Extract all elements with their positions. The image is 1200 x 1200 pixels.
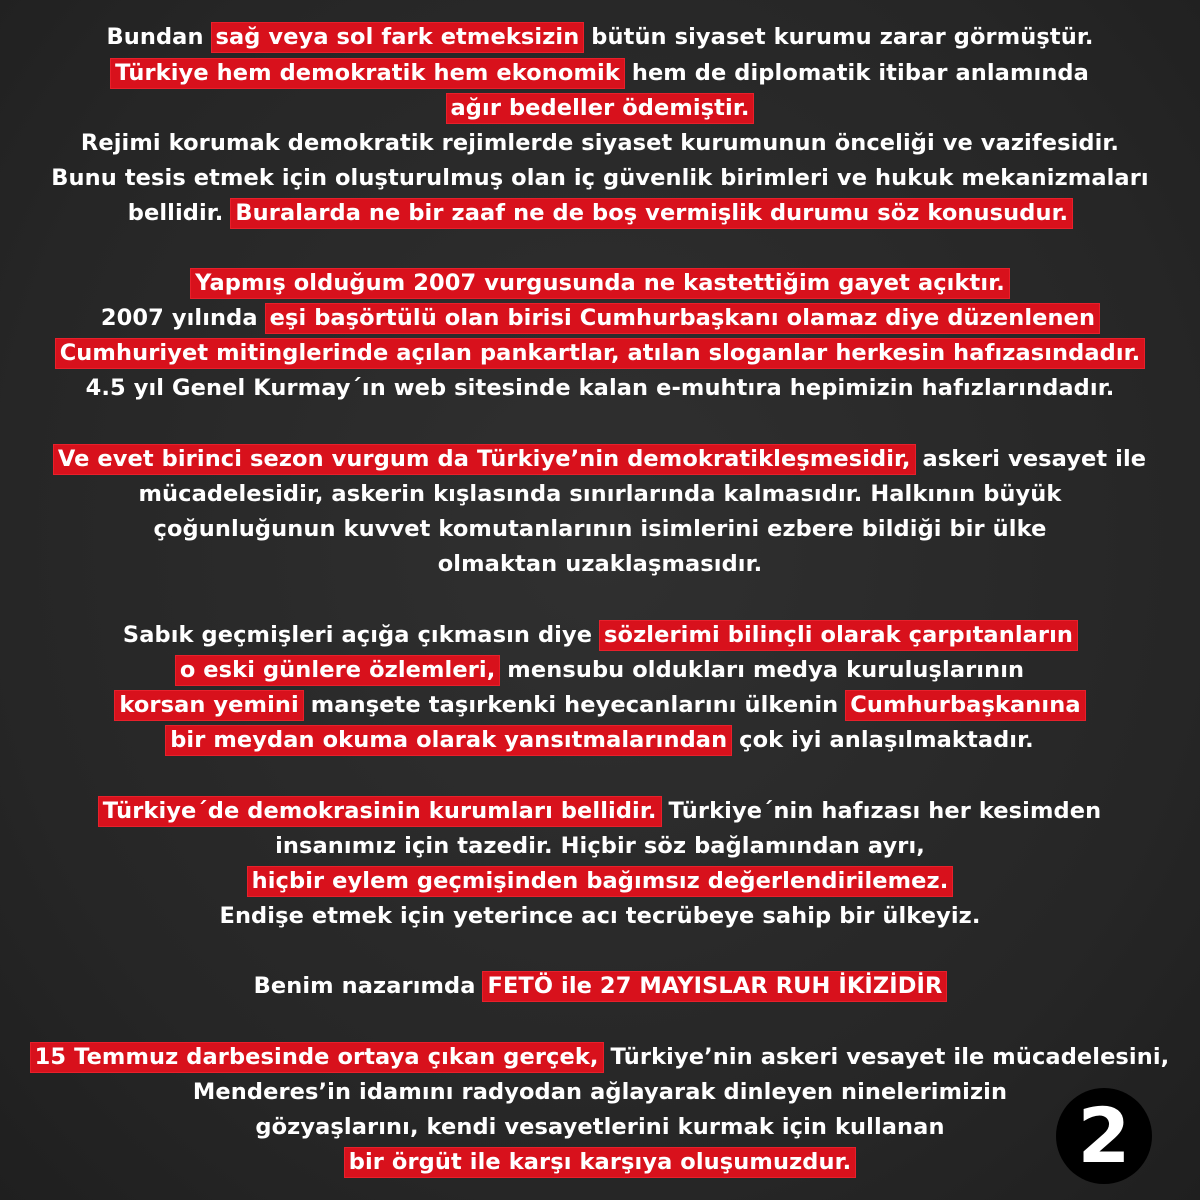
text-line [0,196,1200,230]
highlighted-phrase: Türkiye´de demokrasinin kurumları bellidir. [99,797,661,826]
text-line [0,618,1200,652]
text-line [0,794,1200,828]
text-line [0,336,1200,370]
highlighted-phrase: korsan yemini [115,691,302,720]
text-segment: mensubu oldukları medya kuruluşlarının [499,657,1025,683]
text-line [0,653,1200,687]
highlighted-phrase: Ve evet birinci sezon vurgum da Türkiye’nin demokratikleşmesidir, [54,445,915,474]
text-line [0,266,1200,300]
text-line [0,512,1200,546]
highlighted-phrase: ağır bedeller ödemiştir. [447,94,754,123]
text-segment: Bunu tesis etmek için oluşturulmuş olan iç güvenlik birimleri ve hukuk mekanizmaları [51,165,1149,191]
text-segment: Endişe etmek için yeterince acı tecrübeye sahip bir ülkeyiz. [219,903,981,929]
text-segment: Rejimi korumak demokratik rejimlerde siyaset kurumunun önceliği ve vazifesidir. [80,130,1120,156]
text-line [0,969,1200,1003]
text-line [0,1145,1200,1179]
text-segment: Benim nazarımda [253,973,484,999]
text-line [0,477,1200,511]
highlighted-phrase: eşi başörtülü olan birisi Cumhurbaşkanı olamaz diye düzenlenen [266,304,1100,333]
text-segment: Sabık geçmişleri açığa çıkmasın diye [122,622,601,648]
text-line [0,301,1200,335]
text-line [0,899,1200,933]
highlighted-phrase: Cumhuriyet mitinglerinde açılan pankartlar, atılan sloganlar herkesin hafızasındadır. [56,339,1145,368]
text-line [0,688,1200,722]
text-line [0,91,1200,125]
text-line [0,864,1200,898]
text-line [0,20,1200,54]
text-segment: manşete taşırkenki heyecanlarını ülkenin [302,692,847,718]
text-line [0,126,1200,160]
highlighted-phrase: hiçbir eylem geçmişinden bağımsız değerlendirilemez. [248,867,953,896]
highlighted-phrase: bir örgüt ile karşı karşıya oluşumuzdur. [345,1148,855,1177]
text-line [0,1075,1200,1109]
text-segment: mücadelesidir, askerin kışlasında sınırlarında kalmasıdır. Halkının büyük [138,481,1062,507]
text-segment: çok iyi anlaşılmaktadır. [731,727,1034,753]
text-segment: 4.5 yıl Genel Kurmay´ın web sitesinde kalan e-muhtıra hepimizin hafızlarındadır. [85,375,1115,401]
text-line [0,56,1200,90]
text-line [0,371,1200,405]
highlighted-phrase: bir meydan okuma olarak yansıtmalarından [166,726,731,755]
page-number: 2 [1077,1091,1131,1180]
text-line [0,723,1200,757]
highlighted-phrase: Cumhurbaşkanına [846,691,1084,720]
highlighted-phrase: Yapmış olduğum 2007 vurgusunda ne kastettiğim gayet açıktır. [191,269,1009,298]
text-segment: Türkiye’nin askeri vesayet ile mücadelesini, [602,1044,1170,1070]
text-line [0,442,1200,476]
text-segment: bellidir. [127,200,232,226]
text-line [0,1110,1200,1144]
page-number-badge [1056,1088,1152,1184]
text-segment: çoğunluğunun kuvvet komutanlarının isimlerini ezbere bildiği bir ülke [153,516,1047,542]
text-segment: olmaktan uzaklaşmasıdır. [437,551,763,577]
text-segment: Bundan [106,24,212,50]
text-line [0,161,1200,195]
text-line [0,829,1200,863]
text-segment: bütün siyaset kurumu zarar görmüştür. [583,24,1094,50]
text-segment: askeri vesayet ile [914,446,1147,472]
highlighted-phrase: Türkiye hem demokratik hem ekonomik [111,59,624,88]
highlighted-phrase: sözlerimi bilinçli olarak çarpıtanların [600,621,1077,650]
text-line [0,1040,1200,1074]
text-segment: Türkiye´nin hafızası her kesimden [660,798,1102,824]
text-segment: hem de diplomatik itibar anlamında [623,60,1089,86]
highlighted-phrase: FETÖ ile 27 MAYISLAR RUH İKİZİDİR [483,972,946,1001]
highlighted-phrase: sağ veya sol fark etmeksizin [212,23,584,52]
text-segment: Menderes’in idamını radyodan ağlayarak dinleyen ninelerimizin [192,1079,1008,1105]
text-segment: insanımız için tazedir. Hiçbir söz bağlamından ayrı, [275,833,925,859]
highlighted-phrase: Buralarda ne bir zaaf ne de boş vermişlik durumu söz konusudur. [231,199,1072,228]
highlighted-phrase: o eski günlere özlemleri, [176,656,500,685]
highlighted-phrase: 15 Temmuz darbesinde ortaya çıkan gerçek, [31,1043,603,1072]
text-segment: 2007 yılında [100,305,266,331]
text-segment: gözyaşlarını, kendi vesayetlerini kurmak için kullanan [255,1114,945,1140]
text-line [0,547,1200,581]
